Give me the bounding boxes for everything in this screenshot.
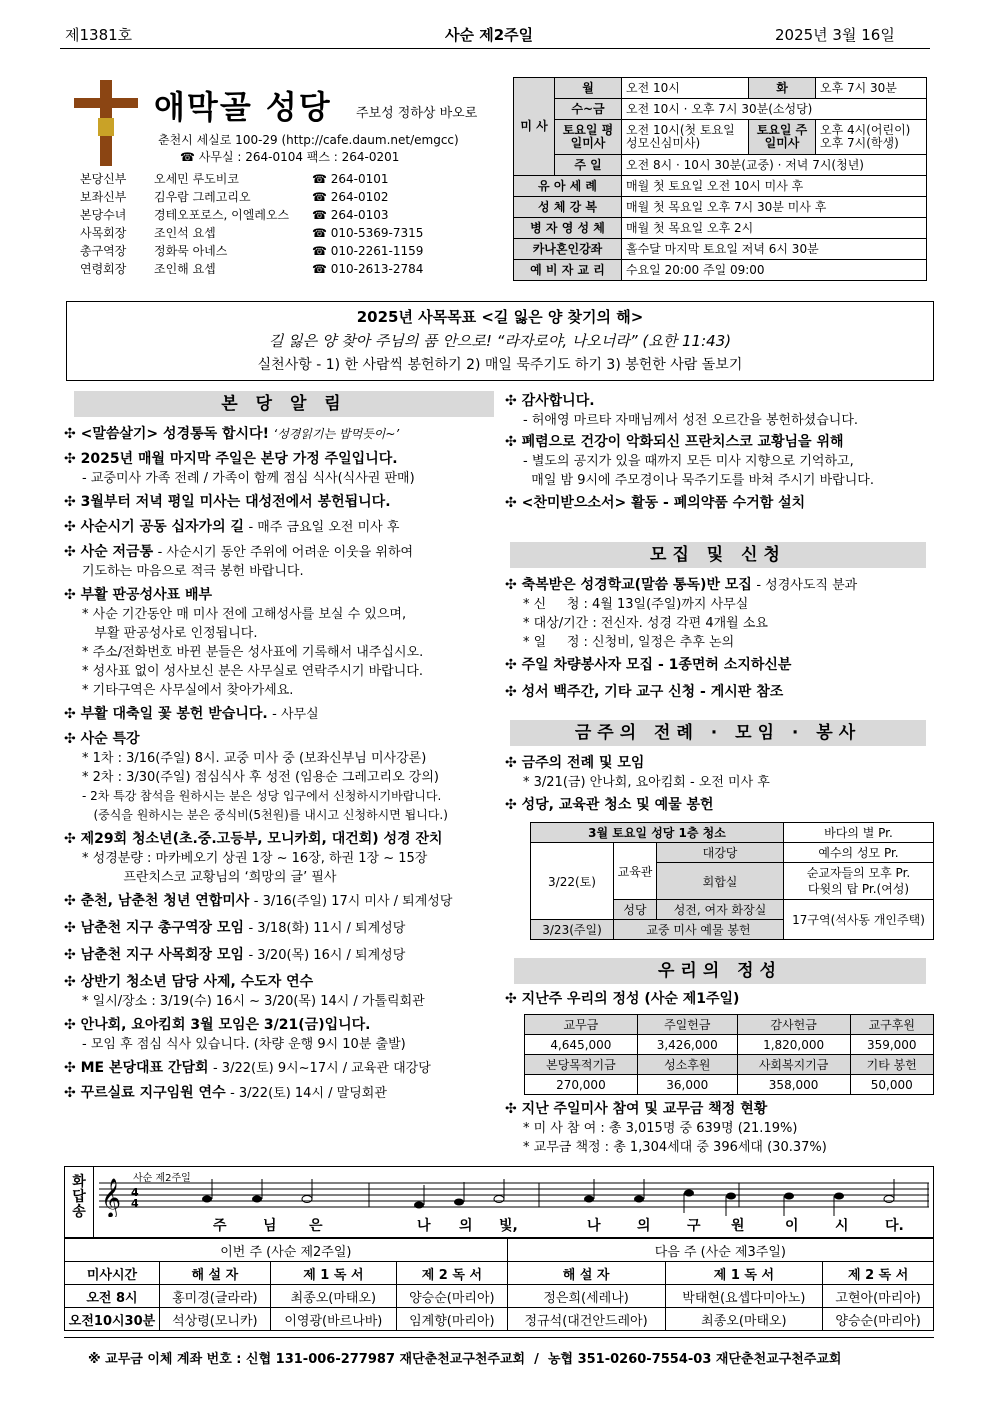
notice-detail: 프란치스코 교황님의 ‘희망의 글’ 필사 — [82, 870, 337, 885]
notice-detail: * 사순 기간동안 매 미사 전에 고해성사를 보실 수 있으며, — [82, 607, 407, 622]
pastoral-motto-box — [66, 301, 934, 381]
sacrament-value: 홀수달 마지막 토요일 저녁 6시 30분 — [622, 239, 927, 260]
notice-item: ✣ 사순 저금통 - 사순시기 동안 주위에 어려운 이웃을 위하여 — [64, 543, 504, 562]
cleaning-table — [530, 822, 934, 940]
stats-title: ✣ 지난 주일미사 참여 및 교무금 책정 현황 — [505, 1100, 935, 1119]
notice-detail: 기도하는 마음으로 적극 봉헌 바랍니다. — [82, 564, 304, 579]
mass-day: 화 — [749, 78, 816, 99]
motto-practice: 실천사항 - 1) 한 사람씩 봉헌하기 2) 매일 묵주기도 하기 3) 봉헌한 사람 돌보기 — [257, 357, 743, 373]
pope-prayer-detail: - 별도의 공지가 있을 때까지 모든 미사 지향으로 기억하고, — [523, 454, 854, 469]
notice-item: ✣ 남춘천 지구 사목회장 모임 - 3/20(목) 16시 / 퇴계성당 — [64, 946, 504, 965]
recruit-item: ✣ 축복받은 성경학교(말씀 통독)반 모집 - 성경사도직 분과 — [505, 576, 935, 595]
mass-time: 오전 8시 · 10시 30분(교중) · 저녁 7시(청년) — [622, 155, 927, 176]
notice-detail: * 성경분량 : 마카베오기 상권 1장 ~ 16장, 하권 1장 ~ 15장 — [82, 851, 428, 866]
notice-item: ✣ 부활 판공성사표 배부 — [64, 586, 504, 605]
liturgy-list — [505, 754, 935, 815]
psalm-caption: 사순 제2주일 — [133, 1173, 191, 1184]
staff-row: 본당수녀 경테오포로스, 이엘레오스 ☎ 264-0103 — [80, 208, 389, 222]
mass-time: 오전 10시 — [622, 78, 749, 99]
patron-saint: 주보성 정하상 바오로 — [356, 106, 478, 121]
issue-number: 제1381호 — [65, 26, 133, 44]
cleaning-room: 회합실 — [657, 863, 784, 900]
offering-heading: 우리의 정성 — [514, 958, 926, 984]
notice-detail: * 일시/장소 : 3/19(수) 16시 ~ 3/20(목) 14시 / 가톨릭회관 — [82, 994, 425, 1009]
liturgy-detail: * 3/21(금) 안나회, 요아킴회 - 오전 미사 후 — [523, 775, 770, 790]
mass-day: 토요일 주일미사 — [749, 120, 816, 155]
svg-text:4: 4 — [131, 1186, 139, 1199]
notice-item: ✣ 상반기 청소년 담당 사제, 수도자 연수 — [64, 973, 504, 992]
sacrament-label: 카나혼인강좌 — [514, 239, 622, 260]
cleaning-header: 3월 토요일 성당 1층 청소 — [531, 823, 784, 843]
staff-row: 사목회장 조인석 요셉 ☎ 010-5369-7315 — [80, 226, 424, 240]
readers-table: 이번 주 (사순 제2주일) 다음 주 (사순 제3주일) 미사시간 해 설 자 제 1 독 서 제 2 독 서 해 설 자 제 1 독 서 제 2 독 서 오전 8시 홍미경(글라라) 최종오(마태오) 양승순(마리아) 정은희(세레나) 박태현(요셉다미아노) 고현아(마리아) 오전10시30분 석상령(모니카) 이영광(바르나바) 임계향(마리아) 정규석(대건안드레아) 최종오(마태오) 양승순(마리아) — [64, 1238, 934, 1331]
issue-date: 2025년 3월 16일 — [775, 26, 895, 44]
cleaning-place: 성당 — [614, 900, 657, 920]
liturgical-week: 사순 제2주일 — [445, 26, 534, 44]
mass-time: 오전 10시 · 오후 7시 30분(소성당) — [622, 99, 927, 120]
cross-logo-icon — [70, 78, 142, 168]
notice-item: ✣ 부활 대축일 꽃 봉헌 받습니다. - 사무실 — [64, 705, 504, 724]
liturgy-item: ✣ 성당, 교육관 청소 및 예물 봉헌 — [505, 796, 935, 815]
recruit-item: ✣ 성서 백주간, 기타 교구 신청 - 게시판 참조 — [505, 683, 935, 702]
psalm-box: 화답송 사순 제2주일 𝄞 4 4 주 님 은 나 의 빛, 나 의 구 원 이 시 다. — [64, 1166, 934, 1238]
notice-item: ✣ 3월부터 저녁 평일 미사는 대성전에서 봉헌됩니다. — [64, 493, 504, 512]
notice-detail: * 2차 : 3/30(주일) 점심식사 후 성전 (임용순 그레고리오 강의) — [82, 770, 439, 785]
sacrament-value: 수요일 20:00 주일 09:00 — [622, 260, 927, 281]
recruit-detail: * 대상/기간 : 전신자. 성경 각편 4개월 소요 — [523, 616, 768, 631]
notice-item: ✣ 사순시기 공동 십자가의 길 - 매주 금요일 오전 미사 후 — [64, 518, 504, 537]
notice-detail: * 기타구역은 사무실에서 찾아가세요. — [82, 683, 294, 698]
notice-item: ✣ 사순 특강 — [64, 730, 504, 749]
notice-detail: * 주소/전화번호 바뀐 분들은 성사표에 기록해서 내주십시오. — [82, 645, 424, 660]
thanks-item: ✣ 감사합니다. — [505, 392, 935, 411]
stats-line: * 교무금 책정 : 총 1,304세대 중 396세대 (30.37%) — [523, 1140, 827, 1155]
mass-time: 오후 4시(어린이) 오후 7시(학생) — [816, 120, 927, 155]
cleaning-room: 대강당 — [657, 843, 784, 863]
notice-detail: - 교중미사 가족 전례 / 가족이 함께 점심 식사(식사권 판매) — [82, 471, 415, 486]
recruit-detail: * 신 청 : 4월 13일(주일)까지 사무실 — [523, 597, 749, 612]
sacrament-label: 예 비 자 교 리 — [514, 260, 622, 281]
cleaning-date: 3/22(토) — [531, 843, 614, 920]
staff-row: 본당신부 오세민 루도비코 ☎ 264-0101 — [80, 172, 389, 186]
cleaning-value: 17구역(석사동 개인주택) — [784, 900, 934, 940]
motto-verse: 길 잃은 양 찾아 주님의 품 안으로! “라자로야, 나오너라” (요한 11:43) — [268, 332, 732, 350]
cleaning-date: 3/23(주일) — [531, 920, 614, 940]
notice-detail: (중식을 원하시는 분은 중식비(5천원)를 내시고 신청하시면 됩니다.) — [82, 808, 448, 822]
notice-item: ✣ 안나회, 요아킴회 3월 모임은 3/21(금)입니다. — [64, 1016, 504, 1035]
mass-day: 토요일 평일미사 — [555, 120, 622, 155]
notices-heading: 본 당 알 림 — [74, 391, 494, 417]
notice-item: ✣ 춘천, 남춘천 청년 연합미사 - 3/16(주일) 17시 미사 / 퇴계성당 — [64, 892, 504, 911]
footer-divider — [64, 1337, 934, 1338]
offering-table: 교무금 주일헌금 감사헌금 교구후원 4,645,000 3,426,000 1,820,000 359,000 본당목적기금 성소후원 사회복지기금 기타 봉헌 270,000 36,000 358,000 50,000 — [524, 1014, 934, 1095]
donation-account-footer: ※ 교무금 이체 계좌 번호 : 신협 131-006-277987 재단춘천교구천주교회 / 농협 351-0260-7554-03 재단춘천교구천주교회 — [88, 1352, 842, 1367]
sacrament-label: 유 아 세 례 — [514, 176, 622, 197]
notice-item: ✣ 2025년 매월 마지막 주일은 본당 가정 주일입니다. — [64, 450, 504, 469]
notice-item: ✣ 제29회 청소년(초.중.고등부, 모니카회, 대건회) 성경 잔치 — [64, 830, 504, 849]
cleaning-place: 교육관 — [614, 843, 657, 900]
recruit-item: ✣ 주일 차량봉사자 모집 - 1종면허 소지하신분 — [505, 656, 935, 675]
recruit-heading: 모집 및 신청 — [510, 542, 926, 568]
notice-detail: - 모임 후 점심 식사 있습니다. (차량 운행 9시 10분 출발) — [82, 1037, 406, 1052]
notice-item: ✣ ME 본당대표 간담회 - 3/22(토) 9시~17시 / 교육관 대강당 — [64, 1059, 504, 1078]
mass-day: 수~금 — [555, 99, 622, 120]
staff-row: 총구역장 정화묵 아네스 ☎ 010-2261-1159 — [80, 244, 424, 258]
notice-item: ✣ 꾸르실료 지구임원 연수 - 3/22(토) 14시 / 말딩회관 — [64, 1084, 504, 1103]
notice-detail: - 2차 특강 참석을 원하시는 분은 성당 입구에서 신청하시기바랍니다. — [82, 789, 442, 803]
svg-text:4: 4 — [131, 1197, 139, 1210]
thanks-detail: - 허애영 마르타 자매님께서 성전 오르간을 봉헌하셨습니다. — [523, 413, 859, 428]
liturgy-item: ✣ 금주의 전례 및 모임 — [505, 754, 935, 773]
cleaning-room: 교중 미사 예물 봉헌 — [614, 920, 784, 940]
sacrament-value: 매월 첫 목요일 오후 2시 — [622, 218, 927, 239]
top-divider — [60, 48, 930, 49]
sacrament-label: 성 체 강 복 — [514, 197, 622, 218]
notice-detail: * 1차 : 3/16(주일) 8시. 교중 미사 중 (보좌신부님 미사강론) — [82, 751, 427, 766]
cleaning-room: 성전, 여자 화장실 — [657, 900, 784, 920]
cleaning-value: 순교자들의 모후 Pr. 다윗의 탑 Pr.(여성) — [784, 863, 934, 900]
mass-day: 월 — [555, 78, 622, 99]
sacrament-value: 매월 첫 토요일 오전 10시 미사 후 — [622, 176, 927, 197]
mass-time: 오전 10시(첫 토요일 성모신심미사) — [622, 120, 749, 155]
address: 춘천시 세실로 100-29 (http://cafe.daum.net/emgcc) — [158, 133, 459, 147]
pope-prayer-detail: 매일 밤 9시에 주모경이나 묵주기도를 바쳐 주시기 바랍니다. — [523, 473, 874, 488]
mass-day: 주 일 — [555, 155, 622, 176]
mass-schedule-table — [513, 77, 927, 281]
liturgy-heading: 금주의 전례 · 모임 · 봉사 — [510, 720, 926, 746]
music-staff — [99, 1177, 929, 1217]
stats-line: * 미 사 참 여 : 총 3,015명 중 639명 (21.19%) — [523, 1121, 798, 1136]
svg-text:𝄞: 𝄞 — [101, 1178, 122, 1217]
notice-detail: 부활 판공성사로 인정됩니다. — [82, 626, 258, 641]
notice-item: ✣ 남춘천 지구 총구역장 모임 - 3/18(화) 11시 / 퇴계성당 — [64, 919, 504, 938]
office-contact: ☎ 사무실 : 264-0104 팩스 : 264-0201 — [180, 150, 400, 164]
sacrament-value: 매월 첫 목요일 오후 7시 30분 미사 후 — [622, 197, 927, 218]
recruit-detail: * 일 정 : 신청비, 일정은 추후 논의 — [523, 635, 735, 650]
recruit-list — [505, 576, 935, 702]
motto-title: 2025년 사목목표 <길 잃은 양 찾기의 해> — [356, 308, 644, 326]
staff-row: 연령회장 조인해 요셉 ☎ 010-2613-2784 — [80, 262, 424, 276]
next-week-header: 다음 주 (사순 제3주일) — [507, 1239, 933, 1262]
laudato-si-item: ✣ <찬미받으소서> 활동 - 폐의약품 수거함 설치 — [505, 494, 935, 513]
parish-name: 애막골 성당 — [154, 88, 332, 126]
offering-title: ✣ 지난주 우리의 정성 (사순 제1주일) — [505, 990, 739, 1009]
notices-list — [64, 425, 504, 1103]
mass-time: 오후 7시 30분 — [816, 78, 927, 99]
cleaning-value: 예수의 성모 Pr. — [784, 843, 934, 863]
cleaning-value: 바다의 별 Pr. — [784, 823, 934, 843]
staff-row: 보좌신부 김우람 그레고리오 ☎ 264-0102 — [80, 190, 389, 204]
psalm-label: 화답송 — [72, 1174, 86, 1220]
attendance-stats — [505, 1100, 935, 1157]
right-column-top — [505, 392, 935, 513]
this-week-header: 이번 주 (사순 제2주일) — [65, 1239, 508, 1262]
pope-prayer-item: ✣ 폐렴으로 건강이 악화되신 프란치스코 교황님을 위해 — [505, 433, 935, 452]
mass-label: 미 사 — [514, 78, 555, 176]
staff-list — [80, 170, 440, 278]
notice-item: ✣ <말씀살기> 성경통독 합시다! ‘성경읽기는 밥먹듯이~’ — [64, 425, 504, 444]
notice-detail: * 성사표 없이 성사보신 분은 사무실로 연락주시기 바랍니다. — [82, 664, 423, 679]
sacrament-label: 병 자 영 성 체 — [514, 218, 622, 239]
